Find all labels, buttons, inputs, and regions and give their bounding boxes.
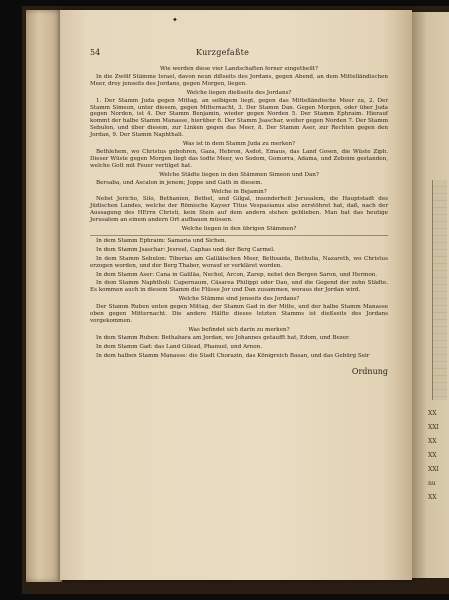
paragraph: Bethlehem, wo Christus gebohren, Gaza, Hebron, Asdot, Emaus, das Land Gosen, die Wüste Ziph. Dieser Wüste gegen Morgen liegt das todte Meer, wo Sodom, Gomorra, Adama, und Zeboim gestanden, welche Gott mit Feuer vertilget hat. [90, 148, 388, 169]
question-heading: Was ist in dem Stamm Juda zu merken? [182, 141, 296, 148]
paragraph: Bersaba, und Ascalon in jenem; Joppe und Gath in diesem. [96, 179, 263, 186]
page-number: 54 [90, 48, 101, 57]
facing-page-line: XX [428, 494, 437, 501]
paragraph: In dem Stamm Ephraim: Samaria und Sichen. [96, 237, 227, 244]
question-heading: Welche liegen dießseits des Jordans? [186, 89, 292, 96]
question-heading: Was befindet sich darin zu merken? [188, 326, 290, 333]
paragraph: In dem Stamm Gad: das Land Gilead, Phanuel, und Arnon. [96, 343, 263, 350]
paragraph: In dem Stamm Aser: Cana in Galiläa, Nechol, Arcon, Zarep, nebst den Bergen Saron, und Hermon. [96, 271, 378, 278]
page-content [90, 48, 388, 376]
binding-mark: ✦ [172, 16, 178, 24]
question-heading: Wie werden diese vier Landschaften ferner eingetheilt? [159, 66, 319, 72]
divider [90, 235, 388, 236]
running-title: Kurzgefaßte [196, 48, 250, 57]
page-header [90, 50, 388, 64]
paragraph: In dem halben Stamm Manasse: die Stadt Chorazin, das Königreich Basan, und das Gebürg Seir [96, 352, 370, 359]
facing-page-line: nu [428, 480, 436, 487]
facing-page-edge [412, 12, 449, 578]
question-heading: Welche liegen in den übrigen Stämmen? [181, 226, 297, 233]
page-edges [26, 10, 62, 582]
facing-page-illustration [432, 180, 447, 400]
paragraph: 1. Der Stamm Juda gegen Mittag, an selbigem liegt, gegen das Mittelländische Meer zu, 2. Der Stamm Simeon, unter diesem, gegen Mitternacht, 3. Der Stamm Dan. Gegen Morgen, oder über Juda gegen Norden, ist 4. Der Stamm Benjamin, wieder gegen Norden 5. Der Stamm Ephraim. Hierauf kommt der halbe Stamm Manasse, hierüber 6. Der Stamm Jsaschar, weiter gegen Norden 7. Der Stamm Sebulon, und über diesem, zur Linken gegen das Meer, 8. Der Stamm Aser, zur Rechten gegen den Jordan, 9. Der Stamm Naphthali. [90, 97, 388, 139]
paragraph: In dem Stamm Ruben: Bethabara am Jordan, wo Johannes getaufft hat, Edom, und Bezer. [96, 334, 350, 341]
facing-page-line: XX [428, 452, 437, 459]
facing-page-line: XXI [428, 424, 439, 431]
paragraph: In dem Stamm Jsaschar: Jesreel, Caphas und der Berg Carmel. [96, 246, 275, 253]
facing-page-line: XX [428, 410, 437, 417]
text-body [90, 66, 388, 360]
question-heading: Welche in Bejamin? [211, 188, 267, 195]
catchword: Ordnung [351, 366, 388, 376]
question-heading: Welche Stämme sind jenseits des Jordans? [178, 296, 300, 303]
paragraph: Nebst Jericho, Silo, Bethanien, Bethel, und Gilgal, insonderheit Jerusalem, die Hauptstadt des Jüdischen Landes, welche der Römische Kayser Titus Vespasianus also zerstöhret hat, daß, nach der Aussagung des HErrn Christi, kein Stein auf dem andern stehen geblieben. Man hat das heutige Jerusalem an einem andern Ort aufbauen müssen. [90, 196, 388, 224]
question-heading: Welche Städte liegen in den Stämmen Simeon und Dan? [159, 171, 319, 178]
paragraph: In dem Stamm Sebulon: Tiberias am Galiläischen Meer, Bethsaida, Bethulia, Nazareth, wo Christus erzogen worden, und der Berg Thabor, worauf er verkläret worden. [90, 255, 388, 269]
paragraph: In dem Stamm Naphtholi: Capernaum, Cäsarea Philippi oder Dan, und die Gegend der zehn Städte. Es kommen auch in diesem Stamm die Flüsse Jor und Dan zusammen, woraus der Jordan wird. [90, 280, 388, 294]
paragraph: Der Stamm Ruben unten gegen Mittag, der Stamm Gad in der Mitte, und der halbe Stamm Manasse oben gegen Mitternacht. Die andere Hälfte dieses letzten Stamms ist dießseits des Jordans vorgekommen. [90, 304, 388, 324]
book-page [60, 10, 412, 580]
facing-page-line: XX [428, 438, 437, 445]
facing-page-line: XXI [428, 466, 439, 473]
paragraph: In die Zwölf Stämme Israel, davon neun dißseits des Jordans, gegen Abend, an dem Mittelländischen Meer, drey jenseits des Jordans, gegen Morgen, liegen. [90, 73, 388, 87]
